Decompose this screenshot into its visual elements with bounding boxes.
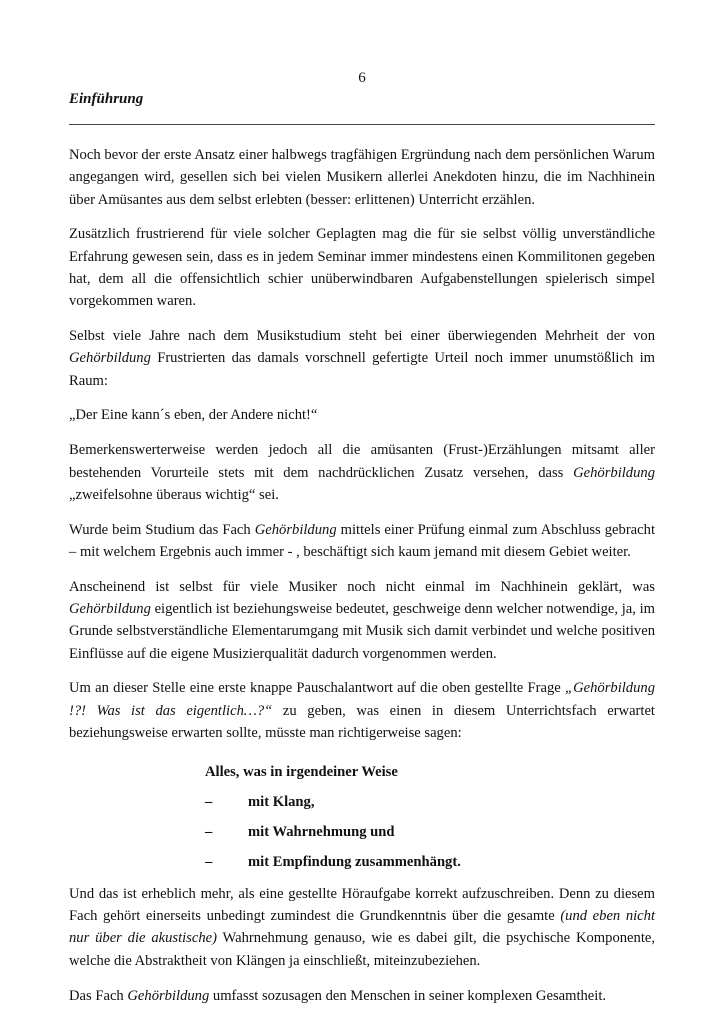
paragraph-9: [69, 883, 655, 972]
emphasis-item: [205, 847, 655, 877]
text-run: Wahrnehmung genauso, wie es dabei gilt, die psychische Komponente, welche die Abstraktheit von Klängen ja einschließt, miteinzubeziehen.: [69, 930, 655, 969]
text-run: „zweifelsohne überaus wichtig“ sei.: [69, 486, 279, 503]
paragraph-2: Zusätzlich frustrierend für viele solcher Geplagten mag die für sie selbst völlig unverständliche Erfahrung gewesen sein, dass es in jedem Seminar immer mindestens einen Kommilitonen gegeben hat, dem all die offensichtlich schier unüberwindbaren Aufgabenstellungen spielerisch simpel vorgekommen waren.: [69, 226, 655, 310]
text-run: umfasst sozusagen den Menschen in seiner komplexen Gesamtheit.: [209, 987, 607, 1004]
italic-question: „Gehörbildung !?! Was ist das eigentlich…?“: [69, 680, 655, 719]
text-run: mittels einer Prüfung einmal zum Abschluss gebracht – mit welchem Ergebnis auch immer - , beschäftigt sich kaum jemand mit diesem Gebiet weiter.: [69, 521, 655, 560]
paragraph-1: Noch bevor der erste Ansatz einer halbwegs tragfähigen Ergründung nach dem persönlichen Warum angegangen wird, gesellen sich bei vielen Musikern allerlei Anekdoten hinzu, die im Nachhinein über Amüsantes aus dem selbst erlebten (besser: erlittenen) Unterricht erzählen.: [69, 147, 655, 208]
emphasis-item: [205, 787, 655, 817]
emphasis-item: [205, 817, 655, 847]
emphasis-item-text: mit Klang,: [248, 793, 315, 810]
italic-term: Gehörbildung: [254, 521, 337, 538]
emphasis-intro: Alles, was in irgendeiner Weise: [205, 763, 398, 780]
text-run: Bemerkenswerterweise werden jedoch all die amüsanten (Frust-)Erzählungen mitsamt aller bestehenden Vorurteile stets mit dem nachdrücklichen Zusatz versehen, dass: [69, 442, 655, 481]
italic-term: Gehörbildung: [573, 464, 655, 481]
text-run: zu geben, was einen in diesem Unterrichtsfach erwartet beziehungsweise erwarten sollte, müsste man richtigerweise sagen:: [69, 702, 655, 742]
text-run: eigentlich ist beziehungsweise bedeutet, geschweige denn welcher notwendige, ja, im Grunde selbstverständliche Elementarumgang mit Musik sich damit verbindet und welche positiven Einflüsse auf die eigene Musizierqualität dadurch vorgenommen werden.: [69, 601, 655, 662]
emphasis-item-text: mit Wahrnehmung und: [248, 823, 395, 840]
paragraph-7: [69, 576, 655, 665]
emphasis-item-text: mit Empfindung zusammenhängt.: [248, 853, 461, 870]
text-run: Frustrierten das damals vorschnell gefertigte Urteil noch immer unumstößlich im Raum:: [69, 350, 655, 389]
text-run: Wurde beim Studium das Fach: [69, 521, 255, 538]
emphasis-block: [205, 757, 655, 877]
text-run: Und das ist erheblich mehr, als eine gestellte Höraufgabe korrekt aufzuschreiben. Denn zu diesem Fach gehört einerseits unbedingt zumindest die Grundkenntnis über die gesamte: [69, 885, 655, 925]
italic-term: Gehörbildung: [69, 601, 151, 618]
italic-term: Gehörbildung: [127, 987, 210, 1004]
paragraph-10: [69, 985, 655, 1007]
text-run: Um an dieser Stelle eine erste knappe Pauschalantwort auf die oben gestellte Frage: [69, 680, 565, 697]
document-body: [69, 144, 655, 1019]
dash-bullet: –: [205, 853, 213, 870]
paragraph-5: [69, 439, 655, 506]
section-title: Einführung: [69, 91, 144, 107]
page-number: 6: [358, 70, 366, 86]
paragraph-3: [69, 325, 655, 392]
dash-bullet: –: [205, 793, 213, 810]
heading-rule: [69, 124, 655, 125]
text-run: Das Fach: [69, 987, 128, 1004]
paragraph-6: [69, 519, 655, 564]
dash-bullet: –: [205, 823, 213, 840]
italic-aside: (und eben nicht nur über die akustische): [69, 908, 656, 947]
italic-term: Gehörbildung: [69, 350, 151, 367]
quote-paragraph: „Der Eine kann´s eben, der Andere nicht!“: [69, 407, 318, 424]
paragraph-8: [69, 677, 655, 744]
text-run: Selbst viele Jahre nach dem Musikstudium steht bei einer überwiegenden Mehrheit der von: [69, 328, 655, 345]
text-run: Anscheinend ist selbst für viele Musiker noch nicht einmal im Nachhinein geklärt, was: [69, 578, 655, 595]
